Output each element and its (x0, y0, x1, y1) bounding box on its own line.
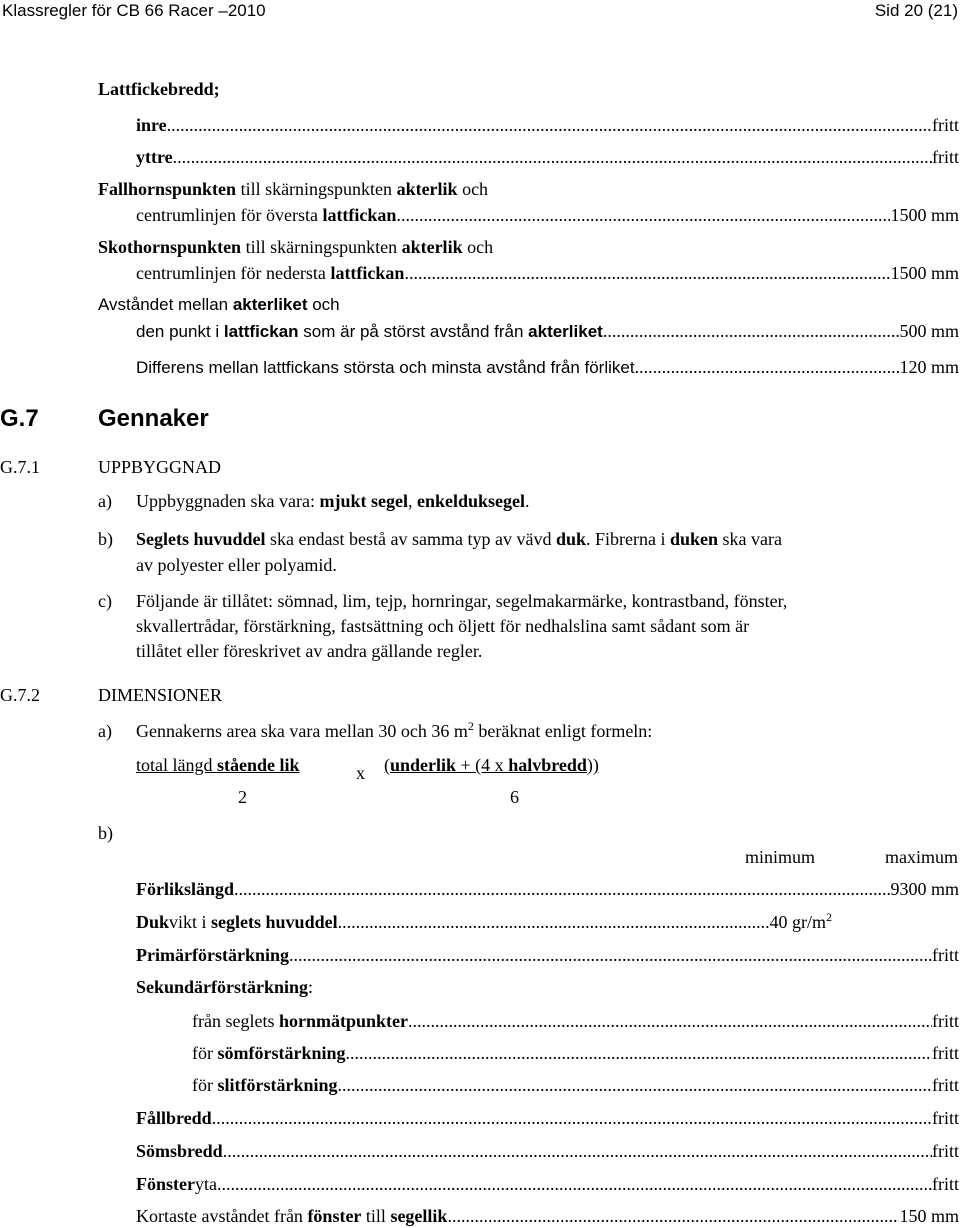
leader-dots (173, 146, 932, 168)
leader-dots (338, 1074, 932, 1096)
term-fonster: fönster (307, 1206, 362, 1226)
slitf-value: fritt (932, 1075, 959, 1095)
term-underlik: underlik (390, 755, 457, 775)
kortaste-label (136, 1205, 447, 1227)
area-statement (136, 720, 652, 744)
avstand-row (136, 320, 959, 343)
avstand-value: 500 mm (899, 321, 959, 341)
text: : (308, 977, 314, 997)
slitf-label (192, 1074, 338, 1096)
primar-label: Primärförstärkning (136, 945, 289, 965)
term-skothornspunkten: Skothornspunkten (98, 237, 242, 257)
term-seglets-huvuddel: Seglets huvuddel (136, 529, 266, 549)
term-lattfickan: lattfickan (223, 322, 299, 341)
text: vikt i (169, 912, 212, 932)
term-akterlik: akterlik (401, 237, 463, 257)
section-title: Gennaker (98, 405, 209, 432)
formula-right-denominator: 6 (510, 787, 519, 807)
somsbredd-row (136, 1140, 959, 1162)
differens-value: 120 mm (899, 357, 959, 377)
primar-value: fritt (932, 945, 959, 965)
text: centrumlinjen för översta (136, 205, 323, 225)
fallbredd-value: fritt (932, 1108, 959, 1128)
column-minimum: minimum (745, 847, 816, 867)
leader-dots (289, 944, 932, 966)
text: ( (384, 755, 390, 775)
text: och (457, 179, 489, 199)
somf-value: fritt (932, 1043, 959, 1063)
fonsteryta-value: fritt (932, 1174, 959, 1194)
term-sekundarforstarkning: Sekundärförstärkning (136, 977, 309, 997)
text: . Fibrerna i (586, 529, 670, 549)
somsbredd-label: Sömsbredd (136, 1141, 223, 1161)
text: Gennakerns area ska vara mellan 30 och 36 m (136, 721, 468, 741)
term-duk: duk (555, 529, 587, 549)
text: ska vara (718, 529, 783, 549)
hornmat-value: fritt (932, 1011, 959, 1031)
leader-dots (223, 1140, 932, 1162)
page-number: Sid 20 (21) (874, 1, 958, 20)
term-lattfickan: lattfickan (322, 205, 397, 225)
leader-dots (635, 356, 900, 378)
uppbyggnad-a (136, 490, 529, 512)
text: för (192, 1043, 218, 1063)
text: till skärningspunkten (236, 179, 397, 199)
list-marker: a) (98, 721, 112, 741)
uppbyggnad-b-line-2: av polyester eller polyamid. (136, 555, 337, 575)
term-akterliket: akterliket (528, 322, 603, 341)
sekundar-label (136, 976, 313, 998)
yttre-label: yttre (136, 147, 173, 167)
somf-row (192, 1042, 959, 1064)
fallbredd-label: Fållbredd (136, 1108, 212, 1128)
avstand-line-1 (98, 294, 340, 316)
text: från seglets (192, 1011, 279, 1031)
superscript: 2 (826, 910, 832, 924)
dukvikt-value (770, 911, 833, 935)
text: och (307, 295, 340, 314)
formula-left-numerator (136, 754, 300, 776)
header-title: Klassregler för CB 66 Racer –2010 (2, 1, 266, 20)
text: yta (194, 1174, 217, 1194)
leader-dots (603, 320, 900, 342)
avstand-line-2 (136, 321, 603, 343)
term-somforstarkning: sömförstärkning (217, 1043, 346, 1063)
term-akterlik: akterlik (396, 179, 458, 199)
text: total längd (136, 755, 217, 775)
skothorn-value: 1500 mm (890, 263, 959, 283)
subsection-title: DIMENSIONER (98, 685, 222, 705)
term-mjukt-segel: mjukt segel (319, 491, 408, 511)
fonsteryta-label (136, 1173, 217, 1195)
text: som är på störst avstånd från (298, 322, 529, 341)
text: )) (586, 755, 599, 775)
leader-dots (338, 911, 770, 933)
dukvikt-label (136, 911, 338, 933)
fallhorn-row (136, 204, 959, 226)
term-staende-lik: stående lik (216, 755, 300, 775)
leader-dots (396, 204, 890, 226)
leader-dots (234, 878, 890, 900)
uppbyggnad-c-line-3: tillåtet eller föreskrivet av andra gällande regler. (136, 641, 483, 661)
term-akterliket: akterliket (232, 295, 308, 314)
inre-label: inre (136, 115, 167, 135)
fallhorn-value: 1500 mm (890, 205, 959, 225)
text: ska endast bestå av samma typ av vävd (265, 529, 556, 549)
leader-dots (217, 1173, 932, 1195)
text: centrumlinjen för nedersta (136, 263, 331, 283)
inre-row (136, 114, 959, 136)
list-marker: c) (98, 591, 112, 611)
column-maximum: maximum (885, 847, 958, 867)
leader-dots (212, 1107, 932, 1129)
text: Avståndet mellan (98, 295, 233, 314)
text: för (192, 1075, 218, 1095)
inre-value: fritt (932, 115, 959, 135)
term-duk: Duk (136, 912, 170, 932)
leader-dots (447, 1205, 899, 1227)
text: till skärningspunkten (241, 237, 402, 257)
yttre-value: fritt (932, 147, 959, 167)
kortaste-row (136, 1205, 959, 1227)
leader-dots (346, 1042, 932, 1064)
term-duken: duken (670, 529, 719, 549)
term-hornmatpunkter: hornmätpunkter (278, 1011, 408, 1031)
text: beräknat enligt formeln: (473, 721, 653, 741)
forlik-row (136, 878, 959, 900)
uppbyggnad-c-line-2: skvallertrådar, förstärkning, fastsättning och öljett för nedhalslina samt sådant som är (136, 616, 750, 636)
list-marker: b) (98, 529, 113, 549)
fallhorn-line-1 (98, 178, 488, 200)
somsbredd-value: fritt (932, 1141, 959, 1161)
formula-multiply: x (356, 763, 365, 783)
leader-dots (404, 262, 890, 284)
differens-label: Differens mellan lattfickans största och minsta avstånd från förliket (136, 358, 635, 377)
leader-dots (167, 114, 932, 136)
term-seglets-huvuddel: seglets huvuddel (211, 912, 338, 932)
term-lattfickan: lattfickan (330, 263, 405, 283)
yttre-row (136, 146, 959, 168)
forlik-label: Förlikslängd (136, 879, 235, 899)
term-fallhornspunkten: Fallhornspunkten (98, 179, 237, 199)
fonsteryta-row (136, 1173, 959, 1195)
uppbyggnad-c-line-1: Följande är tillåtet: sömnad, lim, tejp, hornringar, segelmakarmärke, kontrastband, fönster, (136, 591, 788, 611)
formula-left-denominator: 2 (238, 787, 247, 807)
term-slitforstarkning: slitförstärkning (217, 1075, 338, 1095)
skothorn-line-1 (98, 236, 493, 258)
hornmat-label (192, 1010, 408, 1032)
subsection-title: UPPBYGGNAD (98, 457, 222, 477)
text: Kortaste avståndet från (136, 1206, 308, 1226)
subsection-number: G.7.2 (0, 685, 40, 705)
uppbyggnad-b-line-1 (136, 528, 782, 550)
text: 40 gr/m (769, 912, 826, 932)
list-marker: b) (98, 823, 113, 843)
text: , (407, 491, 417, 511)
skothorn-line-2 (136, 262, 404, 284)
dukvikt-row (136, 911, 832, 935)
text: den punkt i (136, 322, 224, 341)
section-number: G.7 (0, 405, 39, 432)
lattficka-heading: Lattfickebredd; (98, 79, 220, 99)
fallbredd-row (136, 1107, 959, 1129)
differens-row (136, 356, 959, 379)
term-fonster: Fönster (136, 1174, 195, 1194)
leader-dots (408, 1010, 932, 1032)
term-enkelduksegel: enkelduksegel (416, 491, 525, 511)
kortaste-value: 150 mm (899, 1206, 959, 1226)
term-segellik: segellik (390, 1206, 448, 1226)
fallhorn-line-2 (136, 204, 396, 226)
subsection-number: G.7.1 (0, 457, 40, 477)
text: . (524, 491, 530, 511)
list-marker: a) (98, 491, 112, 511)
text: Uppbyggnaden ska vara: (136, 491, 320, 511)
text: och (462, 237, 494, 257)
slitf-row (192, 1074, 959, 1096)
term-halvbredd: halvbredd (508, 755, 587, 775)
primar-row (136, 944, 959, 966)
text: + (4 x (456, 755, 509, 775)
somf-label (192, 1042, 346, 1064)
hornmat-row (192, 1010, 959, 1032)
forlik-value: 9300 mm (890, 879, 959, 899)
formula-right-numerator (384, 754, 599, 776)
text: till (361, 1206, 391, 1226)
superscript: 2 (467, 719, 474, 733)
skothorn-row (136, 262, 959, 284)
